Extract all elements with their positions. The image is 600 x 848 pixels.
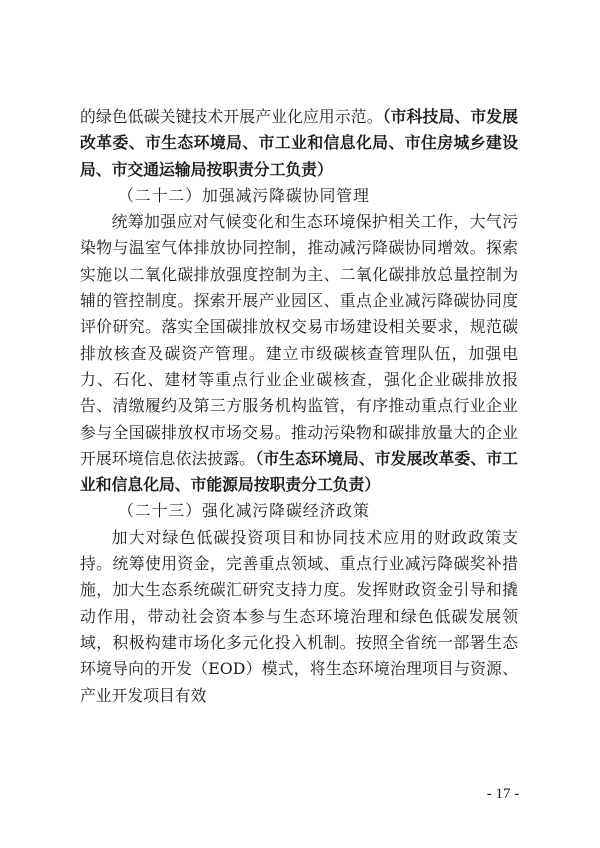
paragraph-continued <box>80 104 518 183</box>
paragraph-carbon-coordination <box>80 209 518 498</box>
section-heading-23: （二十三）强化减污降碳经济政策 <box>118 501 370 521</box>
page-body <box>80 104 518 709</box>
page-number: - 17 - <box>486 786 520 802</box>
section-heading-22: （二十二）加强减污降碳协同管理 <box>118 185 370 205</box>
responsibility-note: （市生态环境局、市发展改革委、市工业和信息化局、市能源局按职责分工负责） <box>80 448 518 495</box>
paragraph-text: 加大对绿色低碳投资项目和协同技术应用的财政政策支持。统筹使用资金，完善重点领域、重点行业减污降碳奖补措施，加大生态系统碳汇研究支持力度。发挥财政资金引导和撬动作用，带动社会资本参与生态环境治理和绿色低碳发展领域，积极构建市场化多元化投入机制。按照全省统一部署生态环境导向的开发（EOD）模式，将生态环境治理项目与资源、产业开发项目有效 <box>80 527 518 705</box>
paragraph-text: 的绿色低碳关键技术开展产业化应用示范。 <box>80 107 383 126</box>
responsibility-note: （市科技局、市发展改革委、市生态环境局、市工业和信息化局、市住房城乡建设局、市交通运输局按职责分工负责） <box>80 107 518 179</box>
paragraph-economic-policy <box>80 525 518 709</box>
paragraph-text: 统筹加强应对气候变化和生态环境保护相关工作，大气污染物与温室气体排放协同控制，推动减污降碳协同增效。探索实施以二氧化碳排放强度控制为主、二氧化碳排放总量控制为辅的管控制度。探索开展产业园区、重点企业减污降碳协同度评价研究。落实全国碳排放权交易市场建设相关要求，规范碳排放核查及碳资产管理。建立市级碳核查管理队伍，加强电力、石化、建材等重点行业企业碳核查，强化企业碳排放报告、清缴履约及第三方服务机构监管，有序推动重点行业企业参与全国碳排放权市场交易。推动污染物和碳排放量大的企业开展环境信息依法披露。 <box>80 212 518 468</box>
